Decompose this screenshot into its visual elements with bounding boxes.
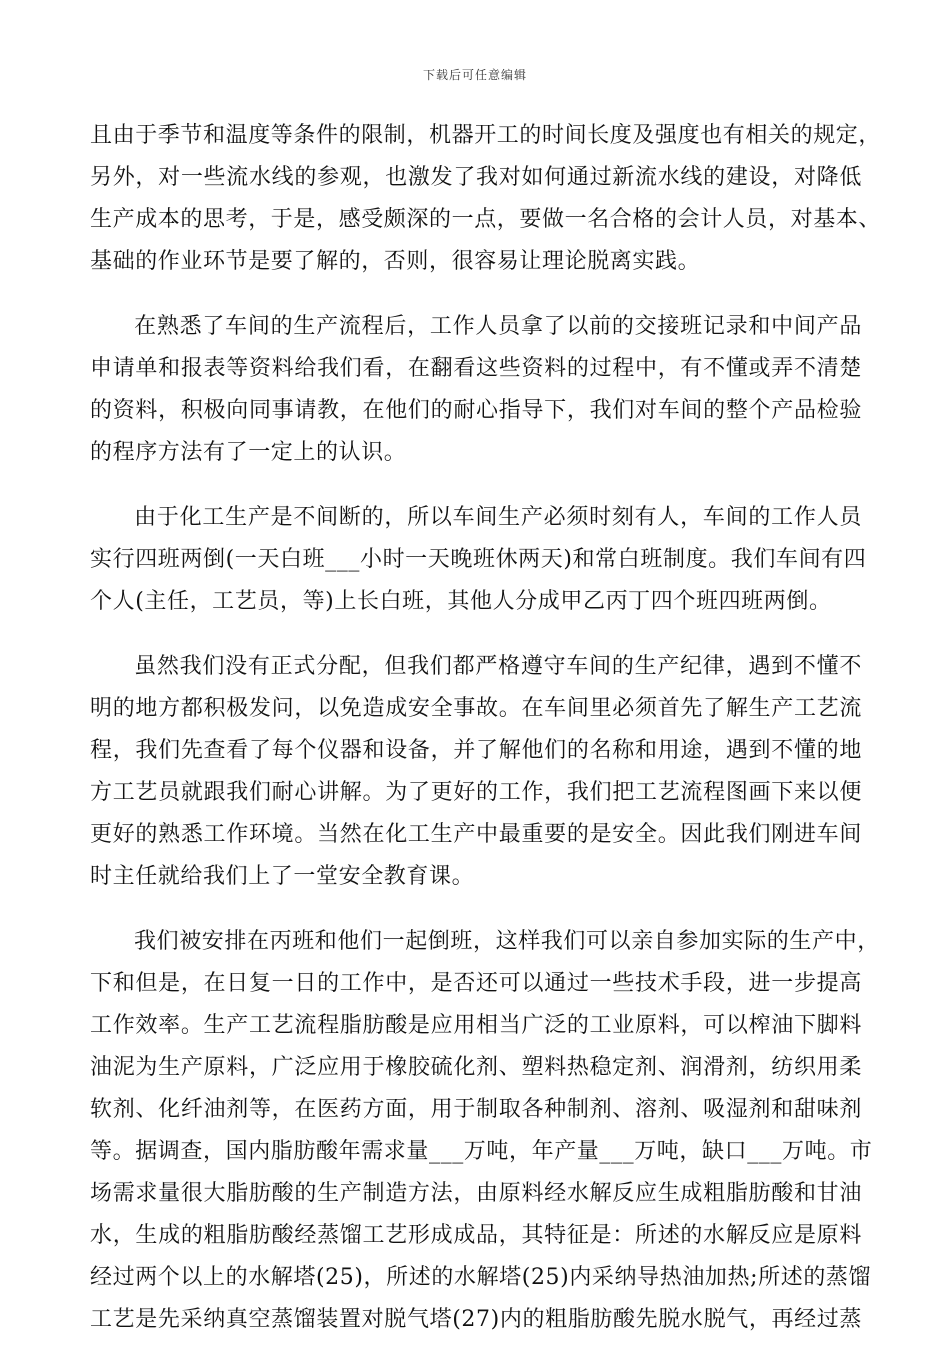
text-line: 实行四班两倒(一天白班___小时一天晚班休两天)和常白班制度。我们车间有四 [90,547,867,572]
text-line-content: 虽然我们没有正式分配，但我们都严格遵守车间的生产纪律，遇到不懂不 [134,654,862,679]
text-line [90,646,862,688]
text-line: 的程序方法有了一定上的认识。 [90,440,407,465]
text-line: 明的地方都积极发问，以免造成安全事故。在车间里必须首先了解生产工艺流 [90,696,862,721]
text-line: 油泥为生产原料，广泛应用于橡胶硫化剂、塑料热稳定剂、润滑剂，纺织用柔 [90,1055,862,1080]
text-line: 工艺是先采纳真空蒸馏装置对脱气塔(27)内的粗脂肪酸先脱水脱气，再经过蒸 [90,1307,862,1332]
text-line: 的资料，积极向同事请教，在他们的耐心指导下，我们对车间的整个产品检验 [90,398,862,423]
text-line: 场需求量很大脂肪酸的生产制造方法，由原料经水解反应生成粗脂肪酸和甘油 [90,1181,862,1206]
text-line [90,306,862,348]
text-line: 经过两个以上的水解塔(25)，所述的水解塔(25)内采纳导热油加热;所述的蒸馏 [90,1265,872,1290]
text-line-content: 由于化工生产是不间断的，所以车间生产必须时刻有人，车间的工作人员 [134,505,862,530]
text-line: 时主任就给我们上了一堂安全教育课。 [90,864,475,889]
document-body [90,115,882,1364]
page-header: 下载后可任意编辑 [422,68,527,82]
text-line: 申请单和报表等资料给我们看，在翻看这些资料的过程中，有不懂或弄不清楚 [90,356,862,381]
text-line: 等。据调查，国内脂肪酸年需求量___万吨，年产量___万吨，缺口___万吨。市 [90,1139,873,1164]
text-line-content: 在熟悉了车间的生产流程后，工作人员拿了以前的交接班记录和中间产品 [134,314,862,339]
text-line: 程，我们先查看了每个仪器和设备，并了解他们的名称和用途，遇到不懂的地 [90,738,862,763]
text-line: 基础的作业环节是要了解的，否则，很容易让理论脱离实践。 [90,249,701,274]
text-line: 个人(主任，工艺员，等)上长白班，其他人分成甲乙丙丁四个班四班两倒。 [90,589,832,614]
text-line: 工作效率。生产工艺流程脂肪酸是应用相当广泛的工业原料，可以榨油下脚料 [90,1013,862,1038]
paragraph-3 [90,497,867,623]
text-line: 更好的熟悉工作环境。当然在化工生产中最重要的是安全。因此我们刚进车间 [90,822,862,847]
text-line: 方工艺员就跟我们耐心讲解。为了更好的工作，我们把工艺流程图画下来以便 [90,780,862,805]
paragraph-4 [90,646,862,898]
text-line: 另外，对一些流水线的参观，也激发了我对如何通过新流水线的建设，对降低 [90,165,862,190]
text-line [90,497,862,539]
text-line: 且由于季节和温度等条件的限制，机器开工的时间长度及强度也有相关的规定， [90,123,882,148]
paragraph-2 [90,306,862,474]
text-line: 生产成本的思考，于是，感受颇深的一点，要做一名合格的会计人员，对基本、 [90,207,882,232]
text-line: 下和但是，在日复一日的工作中，是否还可以通过一些技术手段，进一步提高 [90,971,862,996]
paragraph-5 [90,921,880,1341]
text-line: 水，生成的粗脂肪酸经蒸馏工艺形成成品，其特征是：所述的水解反应是原料 [90,1223,862,1248]
paragraph-1 [90,115,882,283]
text-line: 软剂、化纤油剂等，在医药方面，用于制取各种制剂、溶剂、吸湿剂和甜味剂 [90,1097,862,1122]
text-line [90,921,880,963]
text-line-content: 我们被安排在丙班和他们一起倒班，这样我们可以亲自参加实际的生产中， [134,929,880,954]
